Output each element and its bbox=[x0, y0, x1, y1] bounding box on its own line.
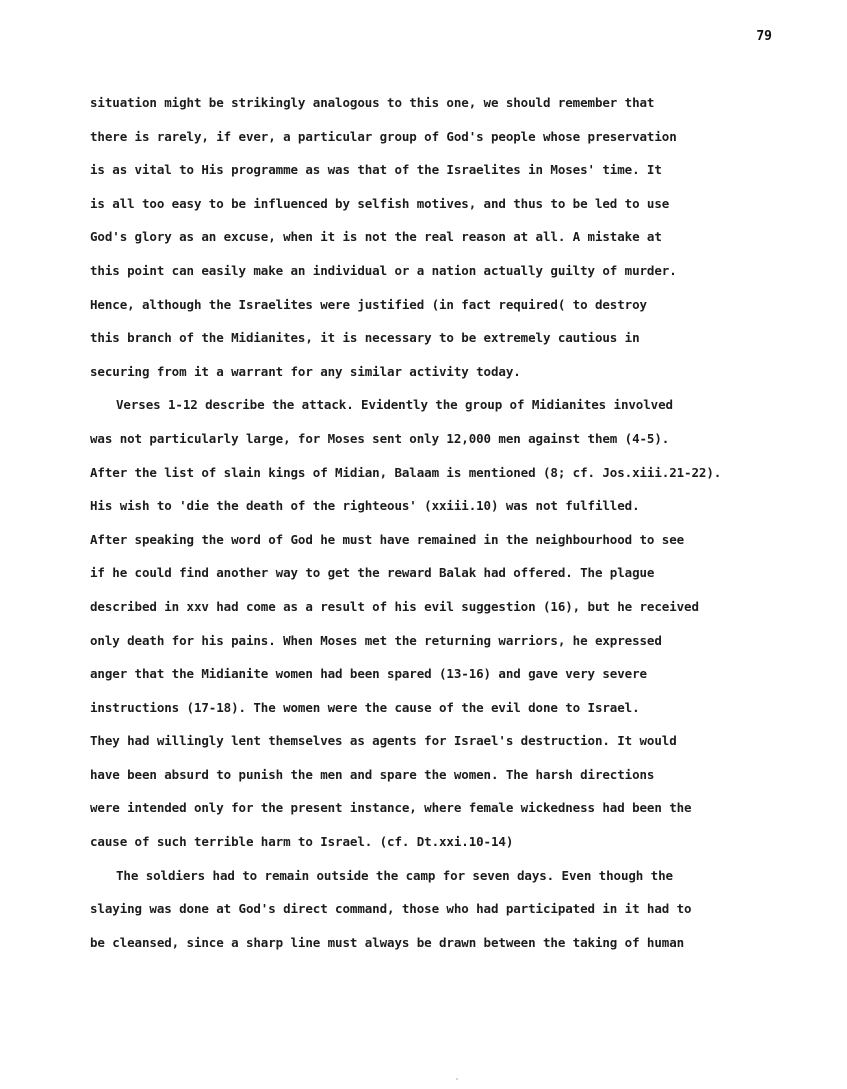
text-line: They had willingly lent themselves as agents for Israel's destruction. It would bbox=[90, 733, 677, 749]
text-line: there is rarely, if ever, a particular group of God's people whose preservation bbox=[90, 128, 677, 144]
text-line: situation might be strikingly analogous to this one, we should remember that bbox=[90, 95, 655, 110]
text-line: Verses 1-12 describe the attack. Evidently the group of Midianites involved bbox=[116, 397, 673, 413]
text-line: instructions (17-18). The women were the cause of the evil done to Israel. bbox=[90, 699, 640, 715]
text-line: After the list of slain kings of Midian, Balaam is mentioned (8; cf. Jos.xiii.21-22). bbox=[90, 464, 722, 480]
text-line: be cleansed, since a sharp line must always be drawn between the taking of human bbox=[90, 934, 685, 950]
text-line: described in xxv had come as a result of his evil suggestion (16), but he received bbox=[90, 598, 699, 614]
text-line: only death for his pains. When Moses met the returning warriors, he expressed bbox=[90, 632, 662, 648]
text-line: God's glory as an excuse, when it is not the real reason at all. A mistake at bbox=[90, 229, 662, 245]
page-number: 79 bbox=[756, 29, 772, 44]
text-line: His wish to 'die the death of the righteous' (xxiii.10) was not fulfilled. bbox=[90, 498, 640, 514]
text-line: this branch of the Midianites, it is necessary to be extremely cautious in bbox=[90, 330, 640, 346]
text-line: slaying was done at God's direct command, those who had participated in it had to bbox=[90, 901, 692, 917]
text-line: Hence, although the Israelites were justified (in fact required( to destroy bbox=[90, 296, 647, 312]
text-line: anger that the Midianite women had been spared (13-16) and gave very severe bbox=[90, 666, 647, 682]
text-line: if he could find another way to get the reward Balak had offered. The plague bbox=[90, 565, 655, 581]
text-line: cause of such terrible harm to Israel. (cf. Dt.xxi.10-14) bbox=[90, 834, 514, 850]
text-line: were intended only for the present instance, where female wickedness had been the bbox=[90, 800, 692, 816]
text-line: was not particularly large, for Moses sent only 12,000 men against them (4-5). bbox=[90, 430, 670, 446]
text-line: have been absurd to punish the men and spare the women. The harsh directions bbox=[90, 766, 655, 782]
scan-speck bbox=[456, 1078, 458, 1080]
body-text bbox=[90, 94, 820, 967]
text-line: is as vital to His programme as was that of the Israelites in Moses' time. It bbox=[90, 162, 662, 178]
text-line: The soldiers had to remain outside the camp for seven days. Even though the bbox=[116, 867, 673, 883]
text-line: After speaking the word of God he must have remained in the neighbourhood to see bbox=[90, 531, 685, 547]
text-line: is all too easy to be influenced by selfish motives, and thus to be led to use bbox=[90, 195, 670, 211]
text-line: securing from it a warrant for any similar activity today. bbox=[90, 363, 521, 379]
text-line: this point can easily make an individual or a nation actually guilty of murder. bbox=[90, 262, 677, 278]
